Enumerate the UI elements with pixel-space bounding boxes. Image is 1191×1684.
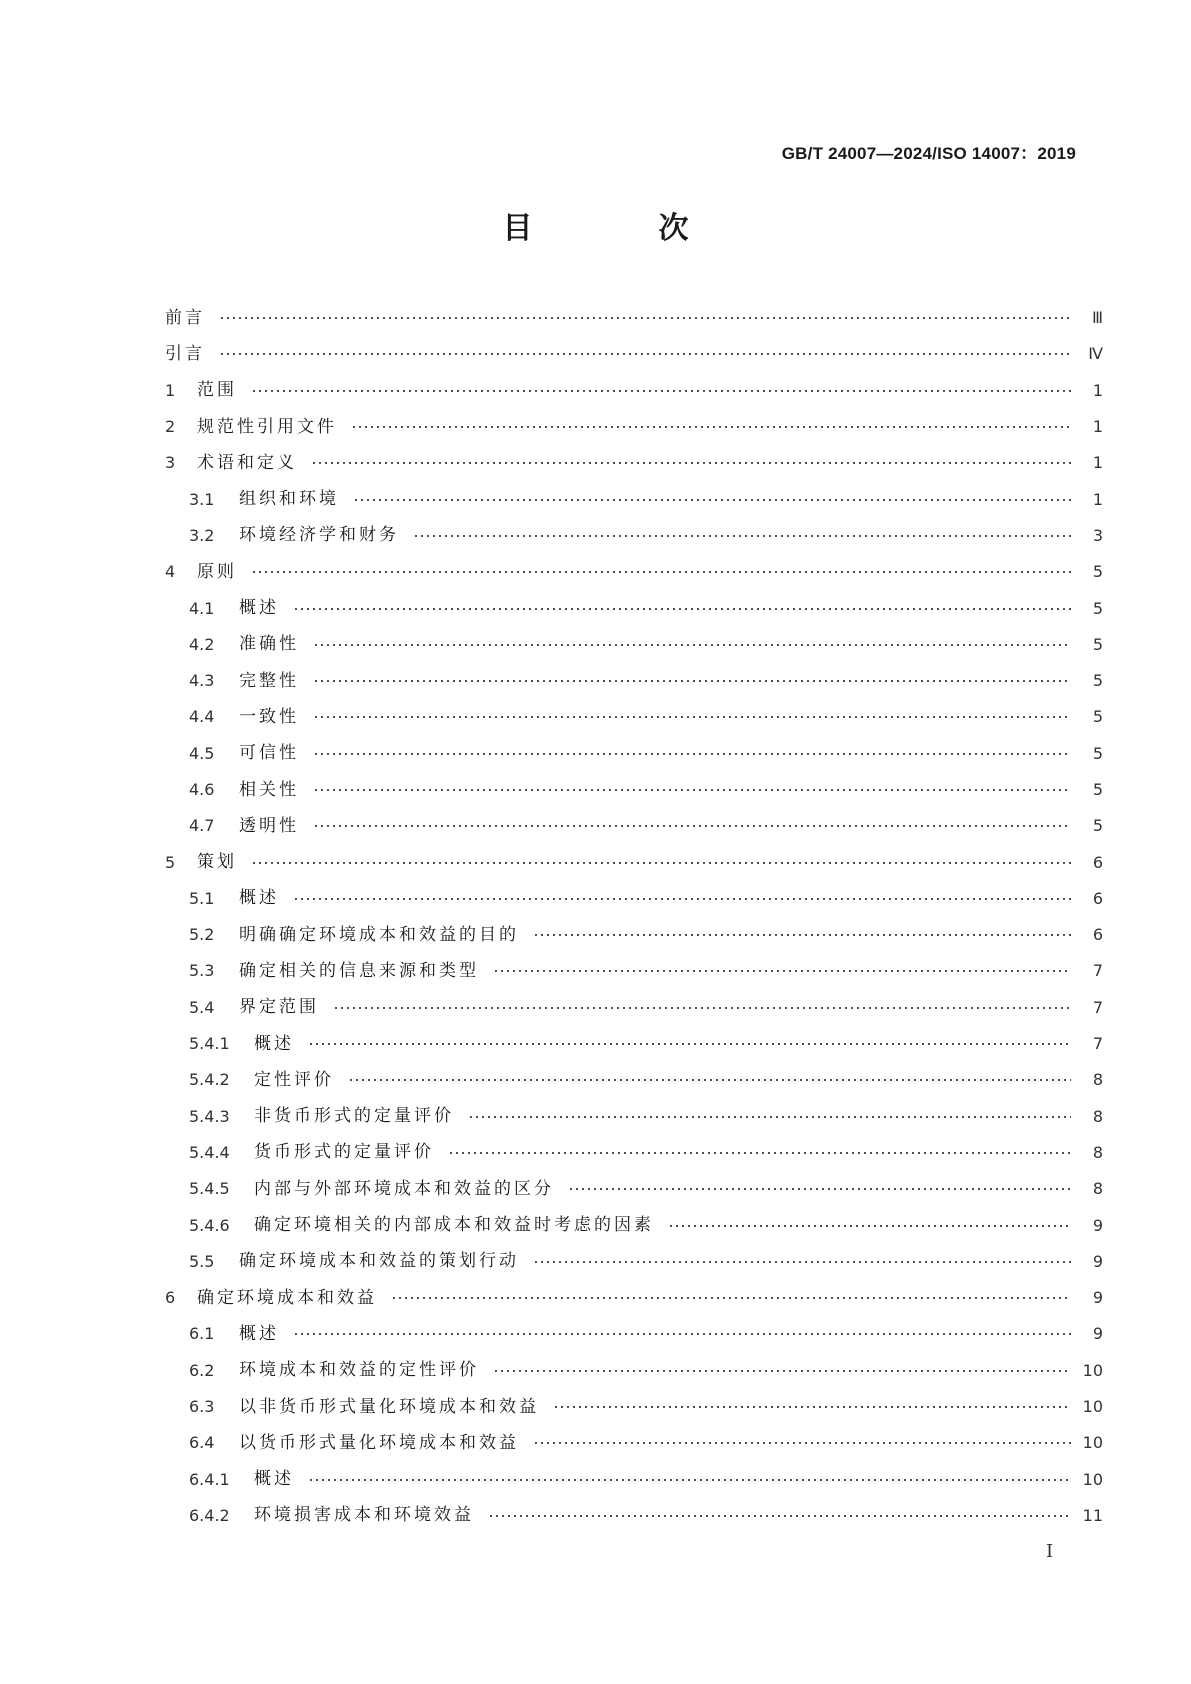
toc-entry[interactable] [165, 990, 1103, 1026]
dot-leader [219, 317, 1071, 319]
toc-entry-page: 1 [1092, 380, 1103, 400]
toc-entry[interactable] [165, 1026, 1103, 1062]
dot-leader [493, 970, 1071, 972]
toc-entry[interactable] [165, 663, 1103, 699]
table-of-contents [165, 300, 1103, 1534]
toc-entry-number: 3 [165, 453, 176, 473]
dot-leader [308, 1479, 1071, 1481]
toc-entry[interactable] [165, 1389, 1103, 1425]
toc-entry-title: 术语和定义 [197, 452, 297, 473]
toc-entry-page: 5 [1092, 598, 1103, 618]
dot-leader [311, 462, 1071, 464]
toc-entry-title: 概述 [254, 1033, 294, 1054]
dot-leader [353, 499, 1071, 501]
toc-entry-page: 8 [1092, 1106, 1103, 1126]
toc-entry-title: 确定环境成本和效益 [197, 1287, 377, 1308]
dot-leader [391, 1297, 1071, 1299]
toc-entry-page: 7 [1092, 961, 1103, 981]
dot-leader [488, 1515, 1071, 1517]
toc-entry-number: 5.4.2 [189, 1070, 230, 1090]
toc-entry-number: 5.2 [189, 925, 215, 945]
toc-entry-page: 1 [1092, 417, 1103, 437]
toc-entry-number: 3.1 [189, 489, 215, 509]
toc-entry-title: 引言 [165, 343, 205, 364]
toc-entry-title: 概述 [239, 1323, 279, 1344]
toc-entry-number: 5.4.6 [189, 1215, 230, 1235]
toc-entry-page: 7 [1092, 1034, 1103, 1054]
dot-leader [313, 680, 1071, 682]
page-title: 目 次 [502, 211, 737, 246]
toc-entry[interactable] [165, 409, 1103, 445]
toc-entry-title: 确定相关的信息来源和类型 [239, 960, 479, 981]
toc-entry-page: 10 [1082, 1397, 1103, 1417]
toc-entry-page: 9 [1092, 1215, 1103, 1235]
toc-entry-number: 5.4.4 [189, 1142, 230, 1162]
toc-entry-number: 1 [165, 380, 176, 400]
toc-entry-number: 4.5 [189, 743, 215, 763]
dot-leader [493, 1370, 1071, 1372]
dot-leader [251, 862, 1071, 864]
dot-leader [533, 934, 1071, 936]
toc-entry[interactable] [165, 844, 1103, 880]
toc-entry[interactable] [165, 1498, 1103, 1534]
toc-entry[interactable] [165, 953, 1103, 989]
toc-entry[interactable] [165, 336, 1103, 372]
toc-entry-number: 5.5 [189, 1251, 215, 1271]
dot-leader [251, 390, 1071, 392]
toc-entry-number: 4 [165, 562, 176, 582]
toc-entry[interactable] [165, 554, 1103, 590]
toc-entry-number: 4.4 [189, 707, 215, 727]
dot-leader [468, 1116, 1071, 1118]
toc-entry-page: 5 [1092, 562, 1103, 582]
toc-entry-number: 5.4.1 [189, 1034, 230, 1054]
toc-entry[interactable] [165, 373, 1103, 409]
toc-entry[interactable] [165, 1462, 1103, 1498]
toc-entry-title: 前言 [165, 307, 205, 328]
toc-entry-page: 8 [1092, 1179, 1103, 1199]
dot-leader [313, 789, 1071, 791]
toc-entry-page: 10 [1082, 1469, 1103, 1489]
toc-entry-page: 10 [1082, 1360, 1103, 1380]
dot-leader [293, 1333, 1071, 1335]
toc-entry-page: Ⅲ [1091, 308, 1103, 328]
toc-entry-title: 概述 [239, 888, 279, 909]
toc-entry-page: 9 [1092, 1251, 1103, 1271]
dot-leader [533, 1261, 1071, 1263]
toc-entry-number: 5.1 [189, 888, 215, 908]
toc-entry-title: 环境损害成本和环境效益 [254, 1505, 474, 1526]
toc-entry[interactable] [165, 808, 1103, 844]
dot-leader [568, 1188, 1071, 1190]
toc-entry-title: 货币形式的定量评价 [254, 1142, 434, 1163]
toc-entry-title: 范围 [197, 380, 237, 401]
toc-entry-page: 10 [1082, 1433, 1103, 1453]
toc-entry-title: 组织和环境 [239, 489, 339, 510]
toc-entry[interactable] [165, 1425, 1103, 1461]
toc-entry-title: 概述 [254, 1469, 294, 1490]
toc-entry-title: 可信性 [239, 743, 299, 764]
toc-entry[interactable] [165, 736, 1103, 772]
toc-entry-title: 界定范围 [239, 997, 319, 1018]
toc-entry[interactable] [165, 1353, 1103, 1389]
toc-entry-title: 准确性 [239, 634, 299, 655]
dot-leader [333, 1007, 1071, 1009]
toc-entry[interactable] [165, 699, 1103, 735]
toc-entry-number: 6.3 [189, 1397, 215, 1417]
toc-entry-number: 4.2 [189, 634, 215, 654]
dot-leader [313, 753, 1071, 755]
toc-entry-number: 2 [165, 417, 176, 437]
toc-entry[interactable] [165, 1171, 1103, 1207]
toc-entry-number: 3.2 [189, 525, 215, 545]
dot-leader [293, 898, 1071, 900]
toc-entry-title: 明确确定环境成本和效益的目的 [239, 924, 519, 945]
toc-entry-title: 环境成本和效益的定性评价 [239, 1360, 479, 1381]
toc-entry[interactable] [165, 1244, 1103, 1280]
toc-entry[interactable] [165, 1280, 1103, 1316]
standard-code: GB/T 24007—2024/ISO 14007：2019 [781, 144, 1076, 163]
toc-entry-number: 6.4.2 [189, 1505, 230, 1525]
toc-entry-number: 4.3 [189, 671, 215, 691]
toc-entry-title: 确定环境相关的内部成本和效益时考虑的因素 [254, 1215, 654, 1236]
toc-entry-page: 8 [1092, 1142, 1103, 1162]
toc-entry-title: 以货币形式量化环境成本和效益 [239, 1432, 519, 1453]
toc-entry-number: 5.3 [189, 961, 215, 981]
toc-entry-title: 确定环境成本和效益的策划行动 [239, 1251, 519, 1272]
dot-leader [553, 1406, 1071, 1408]
dot-leader [219, 353, 1071, 355]
toc-entry-page: 5 [1092, 634, 1103, 654]
page-number: Ⅰ [1046, 1541, 1054, 1562]
toc-entry-page: Ⅳ [1088, 344, 1103, 364]
toc-entry-title: 原则 [197, 561, 237, 582]
toc-entry-page: 6 [1092, 852, 1103, 872]
toc-entry-number: 4.1 [189, 598, 215, 618]
toc-entry-number: 4.7 [189, 816, 215, 836]
toc-entry-title: 完整性 [239, 670, 299, 691]
toc-entry[interactable] [165, 1099, 1103, 1135]
toc-entry-title: 策划 [197, 852, 237, 873]
dot-leader [308, 1043, 1071, 1045]
toc-entry[interactable] [165, 445, 1103, 481]
toc-entry-title: 定性评价 [254, 1069, 334, 1090]
toc-entry[interactable] [165, 917, 1103, 953]
toc-entry-number: 5.4.3 [189, 1106, 230, 1126]
dot-leader [448, 1152, 1071, 1154]
toc-entry-title: 概述 [239, 598, 279, 619]
toc-entry-page: 6 [1092, 925, 1103, 945]
toc-entry-number: 6 [165, 1288, 176, 1308]
toc-entry-number: 6.1 [189, 1324, 215, 1344]
toc-entry-number: 5.4.5 [189, 1179, 230, 1199]
toc-entry-page: 5 [1092, 671, 1103, 691]
toc-entry-page: 5 [1092, 743, 1103, 763]
toc-entry-title: 以非货币形式量化环境成本和效益 [239, 1396, 539, 1417]
toc-entry-title: 一致性 [239, 706, 299, 727]
dot-leader [533, 1442, 1071, 1444]
toc-entry-page: 9 [1092, 1288, 1103, 1308]
toc-entry-page: 5 [1092, 707, 1103, 727]
toc-entry-title: 透明性 [239, 815, 299, 836]
toc-entry-number: 6.4 [189, 1433, 215, 1453]
toc-entry-page: 1 [1092, 453, 1103, 473]
dot-leader [351, 426, 1071, 428]
toc-entry[interactable] [165, 590, 1103, 626]
dot-leader [313, 716, 1071, 718]
toc-entry[interactable] [165, 881, 1103, 917]
toc-entry-number: 6.2 [189, 1360, 215, 1380]
toc-entry-page: 11 [1082, 1505, 1103, 1525]
dot-leader [348, 1079, 1071, 1081]
toc-entry-number: 6.4.1 [189, 1469, 230, 1489]
toc-entry[interactable] [165, 772, 1103, 808]
toc-entry-page: 5 [1092, 816, 1103, 836]
toc-entry-title: 内部与外部环境成本和效益的区分 [254, 1178, 554, 1199]
toc-entry[interactable] [165, 300, 1103, 336]
dot-leader [668, 1225, 1071, 1227]
toc-entry-title: 环境经济学和财务 [239, 525, 399, 546]
dot-leader [251, 571, 1071, 573]
dot-leader [413, 535, 1071, 537]
toc-entry[interactable] [165, 1207, 1103, 1243]
toc-entry[interactable] [165, 1316, 1103, 1352]
toc-entry-page: 5 [1092, 780, 1103, 799]
toc-entry-page: 1 [1092, 489, 1103, 509]
toc-entry-number: 4.6 [189, 780, 215, 799]
toc-entry-title: 相关性 [239, 779, 299, 800]
toc-entry-page: 8 [1092, 1070, 1103, 1090]
dot-leader [293, 608, 1071, 610]
toc-entry-title: 规范性引用文件 [197, 416, 337, 437]
toc-entry[interactable] [165, 1135, 1103, 1171]
toc-entry[interactable] [165, 627, 1103, 663]
toc-entry-number: 5.4 [189, 997, 215, 1017]
toc-entry[interactable] [165, 518, 1103, 554]
toc-entry-page: 3 [1092, 525, 1103, 545]
toc-entry-page: 9 [1092, 1324, 1103, 1344]
toc-entry-page: 7 [1092, 997, 1103, 1017]
dot-leader [313, 825, 1071, 827]
toc-entry[interactable] [165, 481, 1103, 517]
toc-entry-number: 5 [165, 852, 176, 872]
toc-entry-title: 非货币形式的定量评价 [254, 1106, 454, 1127]
dot-leader [313, 644, 1071, 646]
toc-entry-page: 6 [1092, 888, 1103, 908]
toc-entry[interactable] [165, 1062, 1103, 1098]
